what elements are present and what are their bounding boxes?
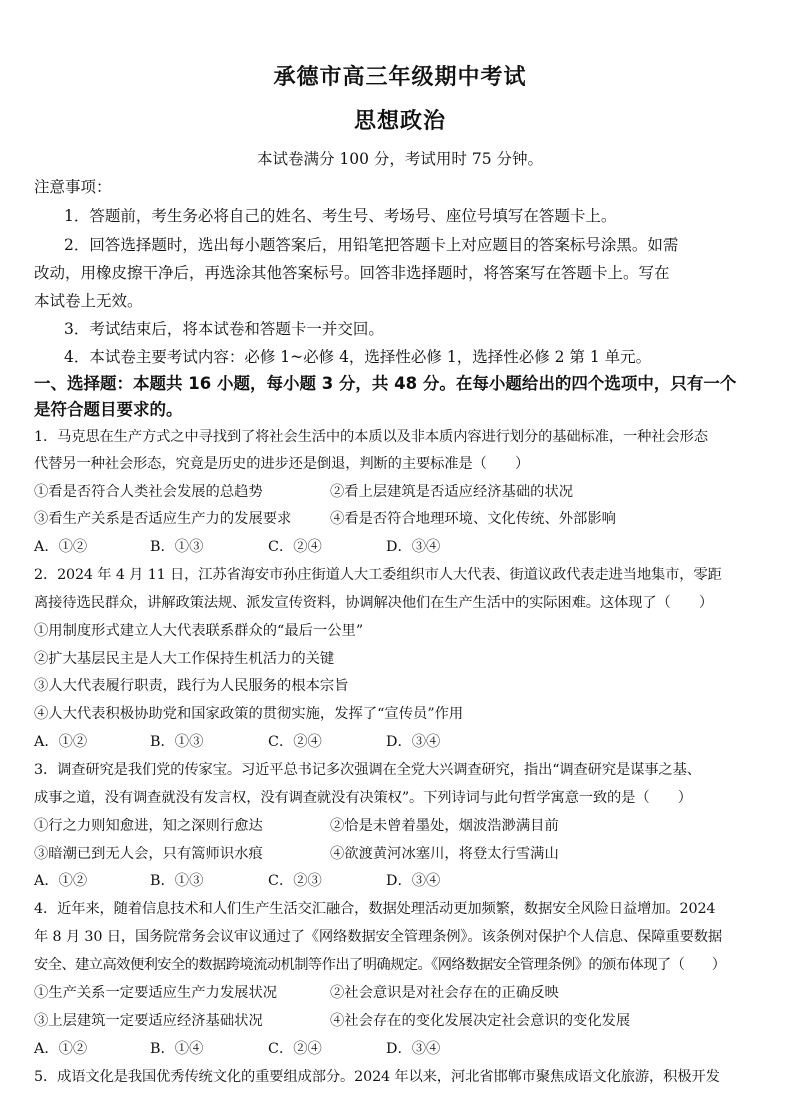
q2-choice-c: C．②④ [268,734,322,750]
note-line-1: 1．答题前，考生务必将自己的姓名、考生号、考场号、座位号填写在答题卡上。 [64,207,617,225]
note-line-2: 2．回答选择题时，选出每小题答案后，用铅笔把答题卡上对应题目的答案标号涂黑。如需 [64,236,679,254]
q1-choice-a: A．①② [34,539,88,555]
q3-choice-a: A．①② [34,873,88,889]
q4-choice-a: A．①② [34,1041,88,1057]
note-line-2-cont: 改动，用橡皮擦干净后，再选涂其他答案标号。回答非选择题时，将答案写在答题卡上。写在 [34,264,670,282]
q1-choice-d: D．③④ [386,539,441,555]
q4-choice-b: B．①④ [150,1041,204,1057]
q4-stem-line-3: 安全、建立高效便利安全的数据跨境流动机制等作出了明确规定。《网络数据安全管理条例》的颁布体现了（ ） [34,957,726,973]
q4-choice-d: D．③④ [386,1041,441,1057]
q1-choice-c: C．②④ [268,539,322,555]
q3-item-4: ④欲渡黄河冰塞川，将登太行雪满山 [330,846,559,862]
q4-item-1: ①生产关系一定要适应生产力发展状况 [34,985,278,1001]
notes-heading: 注意事项： [34,178,112,196]
q2-item-3: ③人大代表履行职责，践行为人民服务的根本宗旨 [34,678,349,694]
exam-title: 承德市高三年级期中考试 [273,65,527,90]
q1-stem-line-2: 代替另一种社会形态，究竟是历史的进步还是倒退，判断的主要标准是（ ） [34,456,530,472]
section-heading: 一、选择题：本题共 16 小题，每小题 3 分，共 48 分。在每小题给出的四个选项中，只有一个 [34,374,737,393]
q4-stem-line-1: 4．近年来，随着信息技术和人们生产生活交汇融合，数据处理活动更加频繁，数据安全风险日益增加。2024 [34,901,716,917]
q1-item-4: ④看是否符合地理环境、文化传统、外部影响 [330,511,616,527]
q1-choice-b: B．①③ [150,539,204,555]
q1-item-2: ②看上层建筑是否适应经济基础的状况 [330,484,574,500]
q2-choice-a: A．①② [34,734,88,750]
q4-item-2: ②社会意识是对社会存在的正确反映 [330,985,559,1001]
q3-item-3: ③暗潮已到无人会，只有篙师识水痕 [34,846,263,862]
q4-choice-c: C．②④ [268,1041,322,1057]
q1-item-1: ①看是否符合人类社会发展的总趋势 [34,484,263,500]
note-line-3: 3．考试结束后，将本试卷和答题卡一并交回。 [64,320,384,338]
q2-choice-d: D．③④ [386,734,441,750]
q3-choice-d: D．③④ [386,873,441,889]
subject-title: 思想政治 [353,109,446,134]
q2-choice-b: B．①③ [150,734,204,750]
q1-item-3: ③看生产关系是否适应生产力的发展要求 [34,511,292,527]
q1-stem-line-1: 1．马克思在生产方式之中寻找到了将社会生活中的本质以及非本质内容进行划分的基础标准，一种社会形态 [34,429,708,445]
q2-stem-line-1: 2．2024 年 4 月 11 日，江苏省海安市孙庄街道人大工委组织市人大代表、街道议政代表走进当地集市，零距 [34,567,722,583]
q3-stem-line-2: 成事之道，没有调查就没有发言权，没有调查就没有决策权”。下列诗词与此句哲学寓意一致的是（ ） [34,790,692,806]
q2-item-2: ②扩大基层民主是人大工作保持生机活力的关键 [34,651,335,667]
q2-item-1: ①用制度形式建立人大代表联系群众的“最后一公里” [34,623,364,639]
q3-stem-line-1: 3．调查研究是我们党的传家宝。习近平总书记多次强调在全党大兴调查研究，指出“调查研究是谋事之基、 [34,762,701,778]
section-heading-cont: 是符合题目要求的。 [34,400,183,419]
q3-choice-b: B．①③ [150,873,204,889]
exam-info: 本试卷满分 100 分，考试用时 75 分钟。 [256,150,544,168]
q5-stem-line-1: 5．成语文化是我国优秀传统文化的重要组成部分。2024 年以来，河北省邯郸市聚焦成语文化旅游，积极开发 [34,1069,720,1085]
note-line-2-end: 本试卷上无效。 [34,292,143,310]
q4-stem-line-2: 年 8 月 30 日，国务院常务会议审议通过了《网络数据安全管理条例》。该条例对保护个人信息、保障重要数据 [34,929,723,945]
q3-item-2: ②恰是未曾着墨处，烟波浩渺满目前 [330,818,559,834]
note-line-4: 4．本试卷主要考试内容：必修 1~必修 4，选择性必修 1，选择性必修 2 第 1 单元。 [64,348,652,366]
q3-choice-c: C．②③ [268,873,322,889]
q2-item-4: ④人大代表积极协助党和国家政策的贯彻实施，发挥了“宣传员”作用 [34,706,464,722]
q4-item-3: ③上层建筑一定要适应经济基础状况 [34,1013,263,1029]
q2-stem-line-2: 离接待选民群众，讲解政策法规、派发宣传资料，协调解决他们在生产生活中的实际困难。这体现了（ ） [34,595,714,611]
q4-item-4: ④社会存在的变化发展决定社会意识的变化发展 [330,1013,631,1029]
q3-item-1: ①行之力则知愈进，知之深则行愈达 [34,818,263,834]
